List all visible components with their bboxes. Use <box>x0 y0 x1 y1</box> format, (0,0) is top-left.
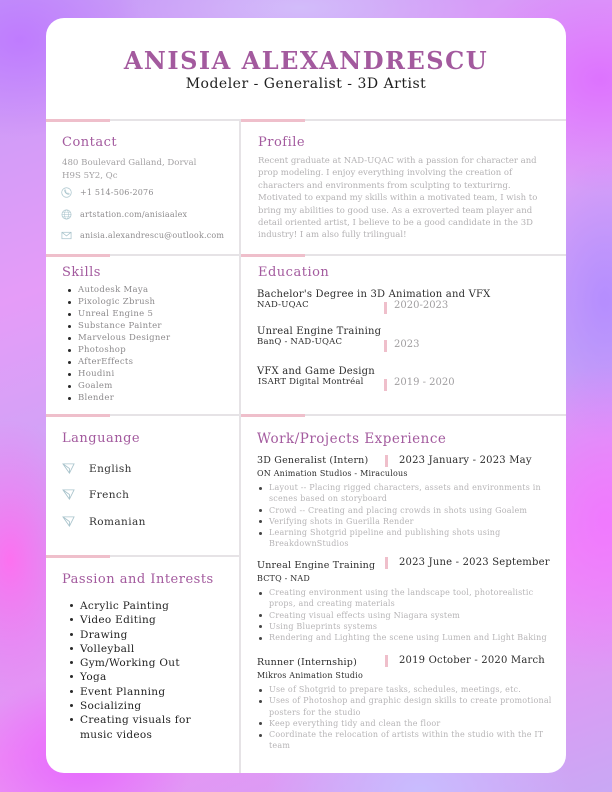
language-item <box>62 488 129 501</box>
phone-number: +1 514-506-2076 <box>80 188 154 197</box>
language-label: Romanian <box>89 515 146 528</box>
profile-title: Profile <box>258 135 306 150</box>
job-entry <box>257 557 557 643</box>
skill-item: Blender <box>66 392 170 404</box>
language-label: French <box>89 488 130 501</box>
job-bullet: Crowd -- Creating and placing crowds in shots using Goalem <box>257 505 557 516</box>
skill-item: Unreal Engine 5 <box>66 308 170 320</box>
language-item <box>62 462 132 475</box>
job-bullet: Coordinate the relocation of artists within the studio with the IT team <box>257 729 557 752</box>
job-bullet: Verifying shots in Guerilla Render <box>257 516 557 527</box>
degree-title: VFX and Game Design <box>257 366 375 377</box>
skills-list <box>66 284 170 404</box>
skills-section <box>46 254 239 414</box>
skills-title: Skills <box>62 265 101 280</box>
email-address: anisia.alexandrescu@outlook.com <box>80 231 225 240</box>
job-company: BCTQ - NAD <box>257 574 311 583</box>
job-entry <box>257 455 557 550</box>
job-title: Runner (Internship) <box>257 657 357 668</box>
job-company: ON Animation Studios - Miraculous <box>257 469 408 478</box>
interest-item: Gym/Working Out <box>68 656 218 670</box>
resume-header <box>46 18 566 119</box>
skill-item: AfterEffects <box>66 356 170 368</box>
institution: ISART Digital Montréal <box>258 377 364 387</box>
job-bullet: Use of Shotgrid to prepare tasks, schedules, meetings, etc. <box>257 684 557 695</box>
job-bullets <box>257 482 557 550</box>
candidate-subtitle: Modeler - Generalist - 3D Artist <box>185 76 427 92</box>
profile-section <box>241 119 566 254</box>
skill-item: Marvelous Designer <box>66 332 170 344</box>
interest-item: Socializing <box>68 699 218 713</box>
job-bullet: Keep everything tidy and clean the floor <box>257 718 557 729</box>
paper-plane-icon <box>62 488 75 501</box>
job-bullet: Layout -- Placing rigged characters, assets and environments in scenes based on storyboard <box>257 482 557 505</box>
skill-item: Houdini <box>66 368 170 380</box>
job-bullet: Creating visual effects using Niagara system <box>257 610 557 621</box>
degree-title: Bachelor's Degree in 3D Animation and VFX <box>257 289 491 300</box>
contact-address <box>62 157 237 182</box>
job-date: 2019 October - 2020 March <box>399 655 545 666</box>
institution: BanQ - NAD-UQAC <box>257 337 343 347</box>
interest-item: Acrylic Painting <box>68 599 218 613</box>
education-title: Education <box>258 265 330 280</box>
skill-item: Pixologic Zbrush <box>66 296 170 308</box>
degree-title: Unreal Engine Training <box>257 326 382 337</box>
date-marker <box>384 302 387 314</box>
job-entry <box>257 657 557 752</box>
mail-icon <box>61 230 72 241</box>
candidate-name: ANISIA ALEXANDRESCU <box>123 46 489 75</box>
language-title: Languange <box>62 431 141 446</box>
skill-item: Photoshop <box>66 344 170 356</box>
language-item <box>62 515 146 528</box>
contact-section <box>46 119 239 254</box>
job-bullets <box>257 684 557 752</box>
globe-icon <box>61 209 72 220</box>
date-marker <box>385 557 388 569</box>
interest-item: Video Editing <box>68 613 218 627</box>
contact-website[interactable] <box>61 209 187 220</box>
interest-item: Event Planning <box>68 685 218 699</box>
phone-icon <box>61 187 72 198</box>
address-line-1: 480 Boulevard Galland, Dorval <box>62 158 197 168</box>
resume-card <box>46 18 566 773</box>
experience-section <box>241 414 566 773</box>
experience-title: Work/Projects Experience <box>257 431 447 447</box>
job-company: Mikros Animation Studio <box>257 671 363 680</box>
address-line-2: H9S 5Y2, Qc <box>62 170 118 181</box>
job-date: 2023 June - 2023 September <box>399 557 550 568</box>
paper-plane-icon <box>62 515 75 528</box>
interests-section <box>46 555 239 773</box>
job-bullet: Uses of Photoshop and graphic design skills to create promotional posters for the studio <box>257 695 557 718</box>
education-date: 2023 <box>394 339 420 350</box>
language-label: English <box>89 462 132 475</box>
job-bullet: Creating environment using the landscape tool, photorealistic props, and creating materials <box>257 587 557 610</box>
paper-plane-icon <box>62 462 75 475</box>
job-bullets <box>257 587 557 643</box>
interest-item: Yoga <box>68 670 218 684</box>
education-section <box>241 254 566 414</box>
skill-item: Goalem <box>66 380 170 392</box>
job-date: 2023 January - 2023 May <box>399 455 532 466</box>
job-bullet: Learning Shotgrid pipeline and publishing shots using BreakdownStudios <box>257 527 557 550</box>
website-link: artstation.com/anisiaalex <box>80 210 188 219</box>
education-date: 2020-2023 <box>394 300 449 311</box>
job-title: Unreal Engine Training <box>257 560 376 571</box>
language-section <box>46 414 239 555</box>
date-marker <box>384 340 387 352</box>
contact-title: Contact <box>62 135 118 150</box>
skill-item: Autodesk Maya <box>66 284 170 296</box>
contact-email[interactable] <box>61 230 224 241</box>
job-title: 3D Generalist (Intern) <box>257 455 369 466</box>
date-marker <box>385 455 388 467</box>
education-item <box>257 326 547 350</box>
interest-item: Drawing <box>68 628 218 642</box>
interests-list <box>68 599 218 742</box>
interests-title: Passion and Interests <box>62 572 214 587</box>
date-marker <box>384 379 387 391</box>
skill-item: Substance Painter <box>66 320 170 332</box>
institution: NAD-UQAC <box>257 300 309 310</box>
profile-text: Recent graduate at NAD-UQAC with a passion for character and prop modeling. I enjoy everything involving the creation of characters and environments from sculpting to texturirng. Motivated to expand my skills within a motivated team, I wish to bring my abilities to good use. As a exroverted team player and detail oriented artist, I believe to be a good candidate in the 3D industry! I am also fully trilingual! <box>258 156 538 241</box>
education-item <box>257 366 547 387</box>
contact-phone[interactable] <box>61 187 154 198</box>
interest-item: Volleyball <box>68 642 218 656</box>
job-bullet: Rendering and Lighting the scene using Lumen and Light Baking <box>257 632 557 643</box>
education-date: 2019 - 2020 <box>394 377 455 388</box>
education-item <box>257 289 547 310</box>
date-marker <box>385 655 388 667</box>
job-bullet: Using Blueprints systems <box>257 621 557 632</box>
interest-item: Creating visuals for music videos <box>68 713 218 742</box>
